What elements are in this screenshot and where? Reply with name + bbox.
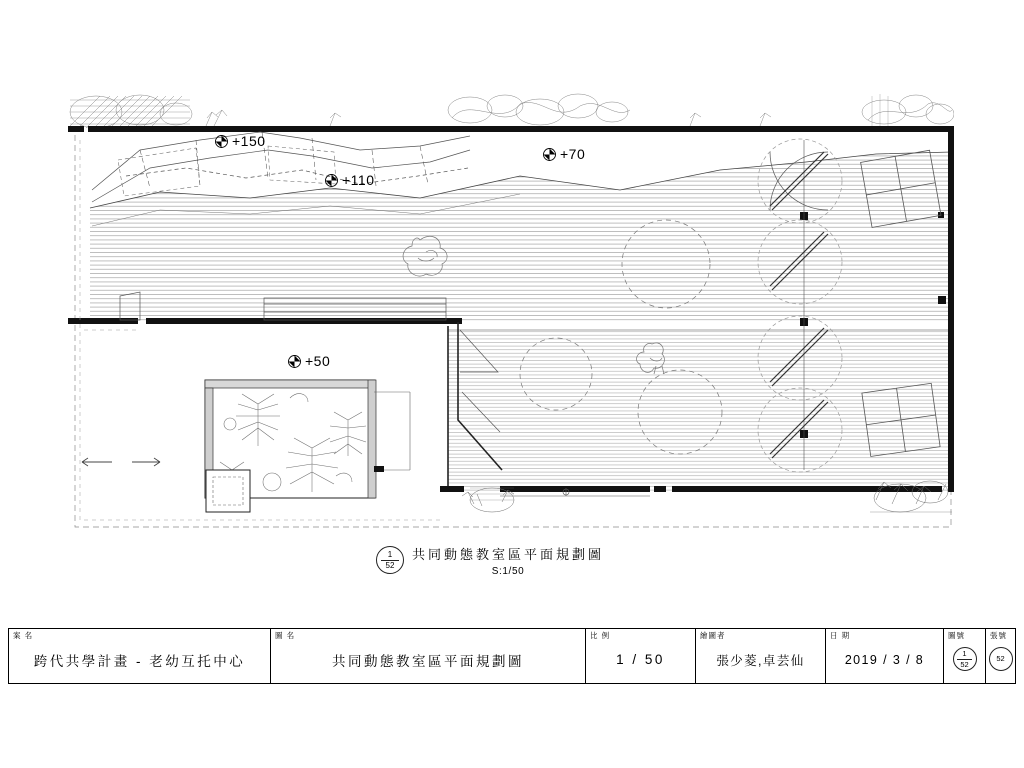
title-block-author-value: 張少菱,卓芸仙 <box>716 653 805 668</box>
drawing-number-bottom: 52 <box>385 560 395 570</box>
title-block-date-value: 2019 / 3 / 8 <box>844 652 925 667</box>
level-marker-110 <box>325 172 375 188</box>
level-symbol-icon <box>215 135 228 148</box>
title-block-dwg-no-cell <box>944 629 986 683</box>
title-block-dwg-no-bubble <box>953 647 977 671</box>
level-marker-50 <box>288 353 330 369</box>
garden-planter-box <box>205 380 410 512</box>
wall-right <box>948 126 954 492</box>
level-marker-70-label: +70 <box>560 146 586 162</box>
wall-mid <box>146 318 462 324</box>
ramp-dashed <box>118 146 336 196</box>
title-block-sheet-no-bubble <box>989 647 1013 671</box>
title-block-scale-cell <box>586 629 696 683</box>
level-marker-70 <box>543 146 585 162</box>
title-block-date-label: 日 期 <box>830 631 851 640</box>
title-block-dwg-no-bottom: 52 <box>960 659 969 669</box>
title-block-sheet-no-value: 52 <box>996 654 1005 664</box>
title-block-drawing-name-label: 圖 名 <box>275 631 296 640</box>
plan-caption-scale: S:1/50 <box>491 565 525 577</box>
title-block-case-label: 案 名 <box>13 631 34 640</box>
title-block <box>8 628 1016 684</box>
level-marker-150-label: +150 <box>232 133 266 149</box>
drawing-number-top: 1 <box>387 549 393 559</box>
title-block-sheet-no-label: 張號 <box>990 631 1007 640</box>
wall-top <box>88 126 954 132</box>
wood-deck-upper <box>90 152 952 322</box>
wood-deck-lower <box>448 330 952 492</box>
title-block-case-value: 跨代共學計畫 - 老幼互托中心 <box>33 653 246 669</box>
entry-arrows <box>82 458 160 466</box>
wall-mid-left <box>68 318 138 324</box>
level-marker-50-label: +50 <box>305 353 331 369</box>
title-block-drawing-name-value: 共同動態教室區平面規劃圖 <box>332 653 524 669</box>
title-block-author-cell <box>696 629 826 683</box>
level-symbol-icon <box>288 355 301 368</box>
title-block-dwg-no-label: 圖號 <box>948 631 965 640</box>
level-symbol-icon <box>543 148 556 161</box>
plan-caption <box>376 546 604 577</box>
title-block-scale-value: 1 / 50 <box>616 652 665 667</box>
plan-caption-title: 共同動態教室區平面規劃圖 <box>412 547 605 562</box>
title-block-sheet-no-cell <box>986 629 1015 683</box>
title-block-case-cell <box>9 629 271 683</box>
level-symbol-icon <box>325 174 338 187</box>
level-marker-110-label: +110 <box>342 172 375 188</box>
level-marker-150 <box>215 133 266 149</box>
title-block-drawing-name-cell <box>271 629 586 683</box>
title-block-dwg-no-top: 1 <box>962 649 967 658</box>
title-block-author-label: 繪圖者 <box>700 631 726 640</box>
title-block-date-cell <box>826 629 944 683</box>
title-block-scale-label: 比 例 <box>590 631 611 640</box>
top-landscape-strip <box>68 90 954 130</box>
drawing-number-bubble <box>376 546 404 574</box>
